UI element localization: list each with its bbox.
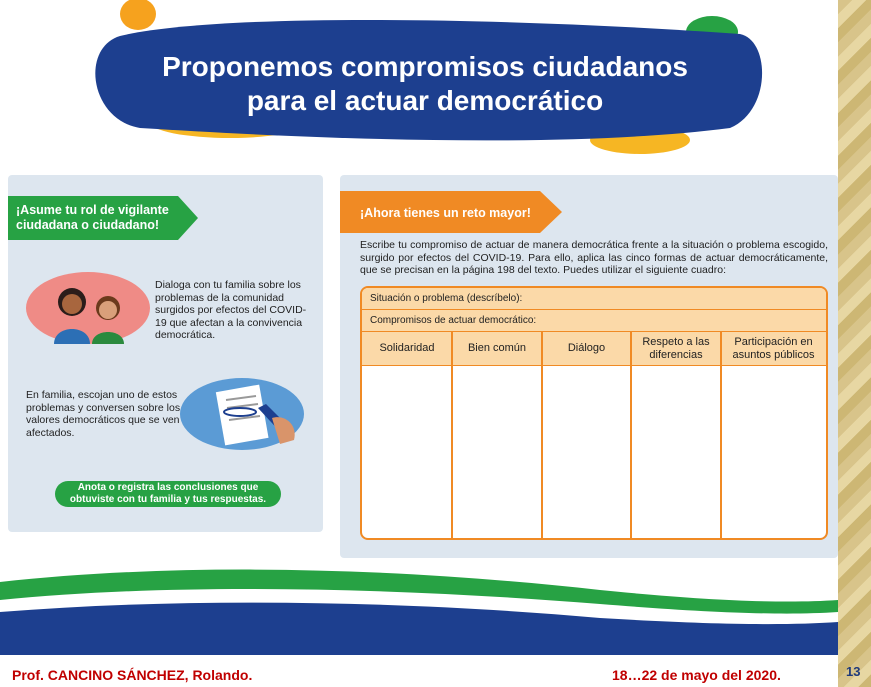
col-divider — [630, 332, 632, 540]
col-header-dialogo: Diálogo — [542, 332, 631, 366]
gold-side-strip — [838, 0, 871, 687]
orange-dot-decor — [120, 0, 156, 30]
col-divider — [541, 332, 543, 540]
instructions-text: Escribe tu compromiso de actuar de manera democrática frente a la situación o problema escogido, surgido por efectos del COVID-19. Para ello, aplica las cinco formas de actuar democráticamente, que se precisan en la página 198 del texto. Puedes utilizar el siguiente cuadro: — [360, 239, 828, 276]
right-tag-label: ¡Ahora tienes un reto mayor! — [360, 206, 531, 220]
page-number: 13 — [846, 664, 861, 679]
col-divider — [720, 332, 722, 540]
commitment-table — [360, 286, 828, 540]
writing-illustration — [180, 378, 304, 450]
col-header-participacion: Participación en asuntos públicos — [721, 332, 826, 366]
row-situacion: Situación o problema (descríbelo): — [362, 288, 826, 310]
text-familia: En familia, escojan uno de estos problemas y conversen sobre los valores democráticos que se ven afectados. — [26, 389, 181, 439]
text-dialoga: Dialoga con tu familia sobre los problemas de la comunidad surgidos por efectos del COVID-19 que afectan a la convivencia democrática. — [155, 279, 307, 341]
col-header-bien-comun: Bien común — [452, 332, 542, 366]
anota-badge: Anota o registra las conclusiones que obtuviste con tu familia y tus respuestas. — [55, 481, 281, 507]
col-header-solidaridad: Solidaridad — [362, 332, 452, 366]
left-tag-label: ¡Asume tu rol de vigilante ciudadana o ciudadano! — [16, 203, 169, 232]
title-line-2: para el actuar democrático — [246, 85, 604, 116]
family-illustration — [26, 272, 150, 344]
row-compromisos: Compromisos de actuar democrático: — [362, 310, 826, 332]
page-title — [95, 50, 755, 118]
col-divider — [451, 332, 453, 540]
title-line-1: Proponemos compromisos ciudadanos — [162, 51, 688, 82]
bottom-waves — [0, 560, 838, 655]
col-header-respeto: Respeto a las diferencias — [631, 332, 721, 366]
footer-date: 18…22 de mayo del 2020. — [612, 667, 781, 683]
footer-author: Prof. CANCINO SÁNCHEZ, Rolando. — [12, 667, 253, 683]
